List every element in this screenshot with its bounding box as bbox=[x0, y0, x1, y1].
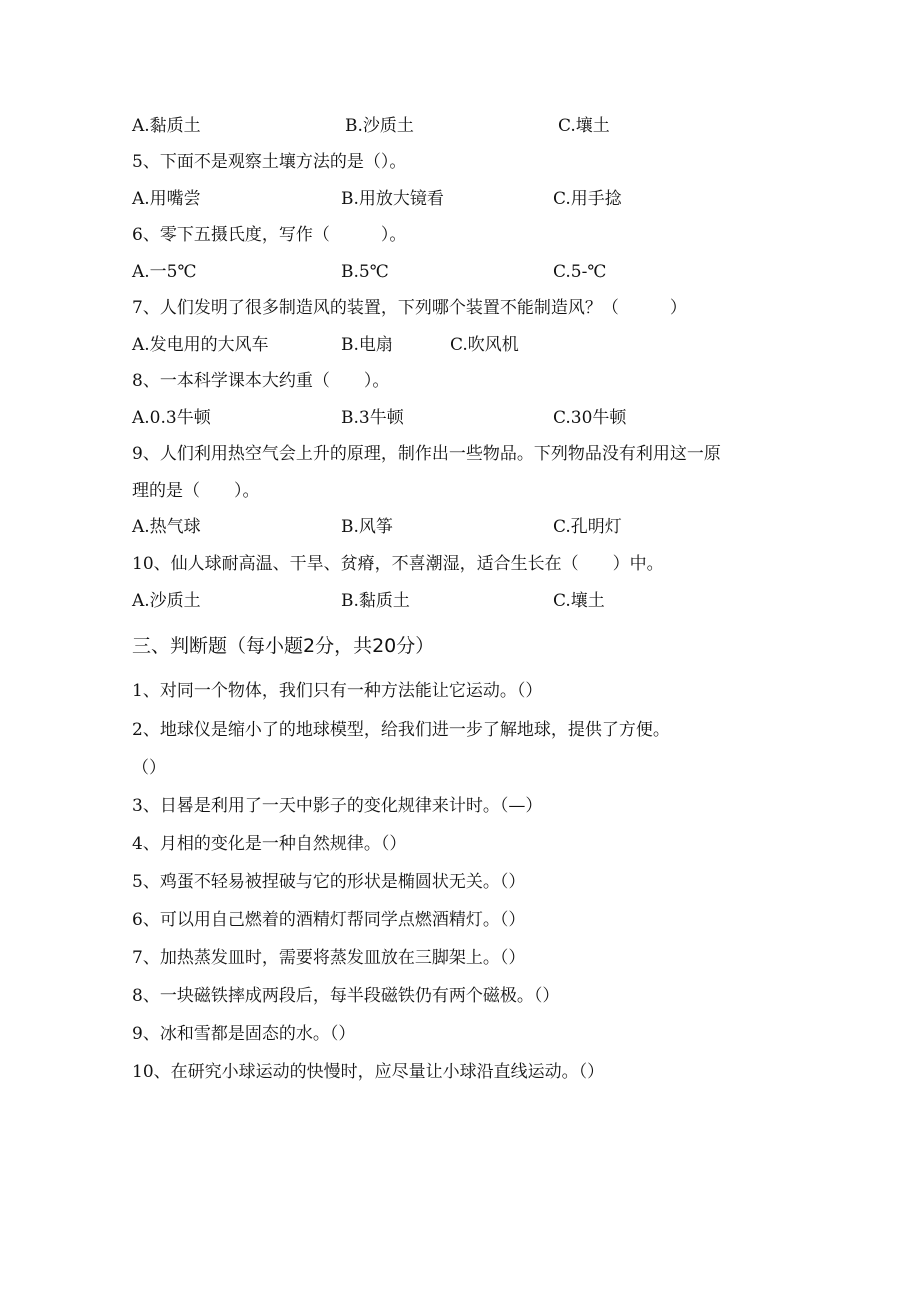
q9-option-a: A.热气球 bbox=[132, 517, 201, 537]
q6-question: 6、零下五摄氏度，写作（ ）。 bbox=[132, 225, 407, 245]
q6-option-c: C.5-℃ bbox=[553, 262, 607, 282]
q4-option-c: C.壤土 bbox=[558, 116, 610, 136]
q10-question: 10、仙人球耐高温、干旱、贫瘠，不喜潮湿，适合生长在（ ）中。 bbox=[132, 554, 664, 574]
q10-option-a: A.沙质土 bbox=[132, 591, 201, 611]
judgment-item: 10、在研究小球运动的快慢时，应尽量让小球沿直线运动。（） bbox=[132, 1062, 605, 1082]
q9-question-line1: 9、人们利用热空气会上升的原理，制作出一些物品。下列物品没有利用这一原 bbox=[132, 444, 721, 464]
judgment-item-bracket: （） bbox=[132, 758, 166, 778]
q8-option-c: C.30牛顿 bbox=[553, 408, 627, 428]
q5-question: 5、下面不是观察土壤方法的是（）。 bbox=[132, 152, 407, 172]
q5-option-a: A.用嘴尝 bbox=[132, 189, 201, 209]
q4-option-b: B.沙质土 bbox=[345, 116, 414, 136]
q7-question: 7、人们发明了很多制造风的装置，下列哪个装置不能制造风？（ ） bbox=[132, 298, 687, 318]
judgment-item: 5、鸡蛋不轻易被捏破与它的形状是椭圆状无关。（） bbox=[132, 872, 526, 892]
q10-option-c: C.壤土 bbox=[553, 591, 605, 611]
q6-option-b: B.5℃ bbox=[341, 262, 389, 282]
q8-option-b: B.3牛顿 bbox=[341, 408, 404, 428]
q4-option-a: A.黏质土 bbox=[132, 116, 201, 136]
q5-option-b: B.用放大镜看 bbox=[341, 189, 444, 209]
q8-option-a: A.0.3牛顿 bbox=[132, 408, 211, 428]
q9-question-line2: 理的是（ ）。 bbox=[132, 481, 260, 501]
judgment-item: 1、对同一个物体，我们只有一种方法能让它运动。（） bbox=[132, 681, 543, 701]
judgment-item: 4、月相的变化是一种自然规律。（） bbox=[132, 834, 407, 854]
q5-option-c: C.用手捻 bbox=[553, 189, 622, 209]
judgment-item: 3、日晷是利用了一天中影子的变化规律来计时。（—） bbox=[132, 796, 543, 816]
q7-option-b: B.电扇 bbox=[341, 335, 393, 355]
judgment-item: 6、可以用自己燃着的酒精灯帮同学点燃酒精灯。（） bbox=[132, 910, 526, 930]
q8-question: 8、一本科学课本大约重（ ）。 bbox=[132, 371, 390, 391]
q7-option-a: A.发电用的大风车 bbox=[132, 335, 269, 355]
q7-option-c: C.吹风机 bbox=[450, 335, 519, 355]
judgment-item: 8、一块磁铁摔成两段后，每半段磁铁仍有两个磁极。（） bbox=[132, 986, 560, 1006]
judgment-item: 2、地球仪是缩小了的地球模型，给我们进一步了解地球，提供了方便。 bbox=[132, 720, 670, 740]
q10-option-b: B.黏质土 bbox=[341, 591, 410, 611]
q9-option-b: B.风筝 bbox=[341, 517, 393, 537]
q9-option-c: C.孔明灯 bbox=[553, 517, 622, 537]
section-title-judgment: 三、判断题（每小题2分，共20分） bbox=[132, 635, 435, 657]
q6-option-a: A.一5℃ bbox=[132, 262, 197, 282]
judgment-item: 9、冰和雪都是固态的水。（） bbox=[132, 1024, 356, 1044]
judgment-item: 7、加热蒸发皿时，需要将蒸发皿放在三脚架上。（） bbox=[132, 948, 526, 968]
